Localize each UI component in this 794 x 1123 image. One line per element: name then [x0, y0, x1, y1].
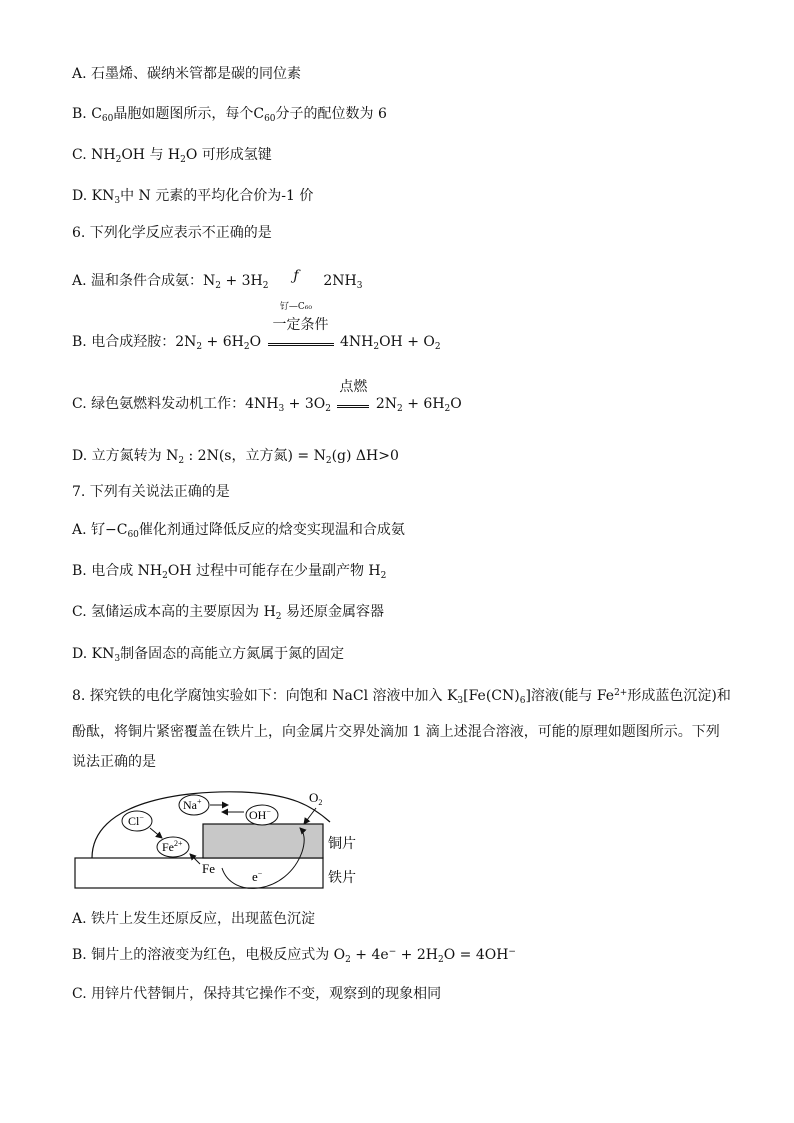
- option-6c: C. 绿色氨燃料发动机工作：$4NH_3 + 3O_2$ 点燃 $2N_2 + 6H_2O$: [72, 379, 462, 414]
- option-6b: B. 电合成羟胺：$2N_2 + 6H_2O$ 一定条件 $4NH_2OH + O_2$: [72, 317, 441, 352]
- na-label: Na+: [183, 797, 202, 812]
- option-7d: D. $KN_3$制备固态的高能立方氮属于氮的固定: [72, 646, 345, 664]
- electron-label: e−: [252, 869, 263, 884]
- option-6a: A. 温和条件合成氨：$N_2 + 3H_2$ ƒ 钌—C₆₀ $2NH_3$: [72, 268, 363, 312]
- option-7c: C. 氢储运成本高的主要原因为 $H_2$ 易还原金属容器: [72, 604, 384, 622]
- fe2-label: $Fe^{2+}$: [162, 839, 183, 854]
- option-5a: A. 石墨烯、碳纳米管都是碳的同位素: [72, 66, 302, 82]
- reaction-condition: 一定条件: [268, 334, 334, 346]
- option-5d: D. $KN_3$中 N 元素的平均化合价为-1 价: [72, 188, 314, 206]
- option-5c: C. $NH_2OH$ 与 $H_2O$ 可形成氢键: [72, 147, 272, 165]
- arrow-o2: [304, 808, 316, 824]
- option-8c: C. 用锌片代替铜片，保持其它操作不变，观察到的现象相同: [72, 986, 442, 1002]
- iron-label: 铁片: [328, 870, 356, 886]
- question-8-line-2: 酚酞，将铜片紧密覆盖在铁片上，向金属片交界处滴加 1 滴上述混合溶液，可能的原理如题图所示。下列: [72, 724, 720, 740]
- copper-label: 铜片: [328, 836, 356, 852]
- copper-plate: [203, 824, 323, 858]
- fe-label: Fe: [202, 861, 215, 876]
- option-7a: A. 钌$-C_{60}$催化剂通过降低反应的焓变实现温和合成氨: [72, 522, 405, 540]
- option-8a: A. 铁片上发生还原反应，出现蓝色沉淀: [72, 911, 316, 927]
- question-8-line-3: 说法正确的是: [72, 754, 156, 770]
- question-8-line-1: 8. 探究铁的电化学腐蚀实验如下：向饱和 NaCl 溶液中加入 $K_3[Fe(CN)_6]$溶液(能与 $Fe^{2+}$形成蓝色沉淀)和: [72, 688, 731, 706]
- question-6: 6. 下列化学反应表示不正确的是: [72, 225, 272, 241]
- option-5b: B. $C_{60}$晶胞如题图所示，每个$C_{60}$分子的配位数为 6: [72, 106, 387, 124]
- question-7: 7. 下列有关说法正确的是: [72, 484, 230, 500]
- arrow-cl: [150, 828, 162, 838]
- corrosion-diagram: [72, 782, 372, 894]
- reaction-condition: 点燃: [337, 396, 369, 408]
- option-8b: B. 铜片上的溶液变为红色，电极反应式为 $O_2 + 4e^- + 2H_2O = 4OH^-$: [72, 947, 516, 965]
- option-7b: B. 电合成 $NH_2OH$ 过程中可能存在少量副产物 $H_2$: [72, 563, 387, 581]
- oh-label: OH−: [249, 807, 271, 822]
- option-6d: D. 立方氮转为 $N_2$ : 2N(s，立方氮) = $N_2(g)$ ΔH>0: [72, 448, 399, 466]
- o2-label: $O_2$: [309, 790, 323, 807]
- cl-label: Cl−: [128, 813, 144, 828]
